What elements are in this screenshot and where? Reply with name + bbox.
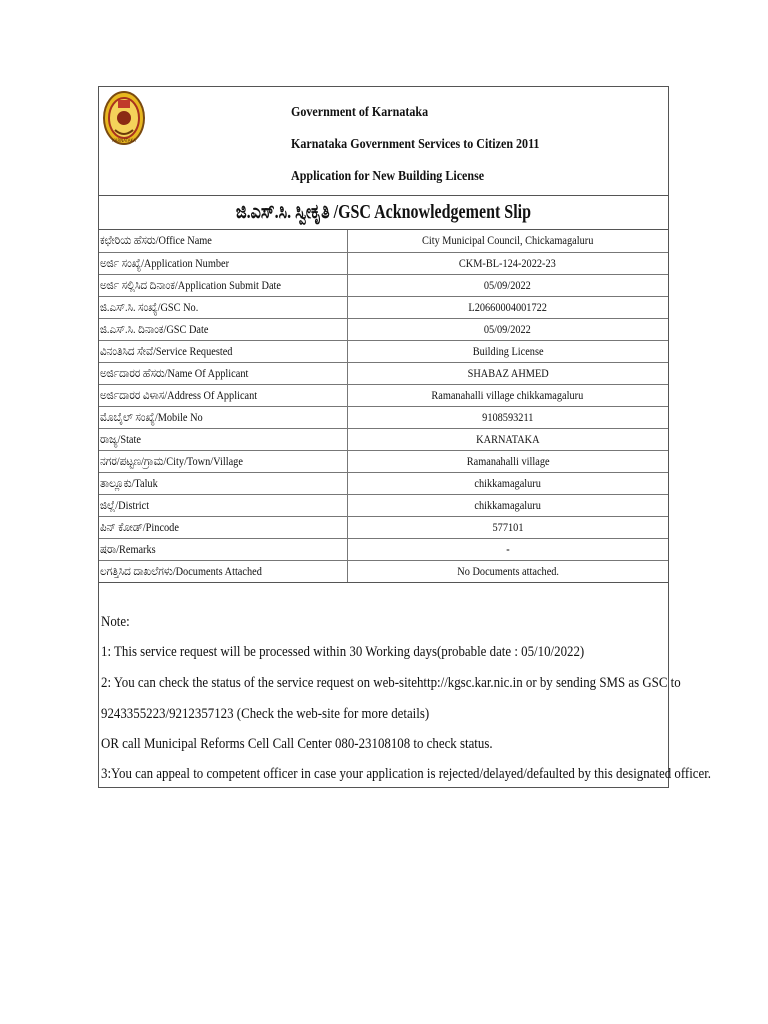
applicant-name-value: SHABAZ AHMED: [467, 365, 549, 380]
notes-heading: Note:: [101, 614, 130, 630]
acknowledgement-slip: [98, 86, 712, 788]
header-government: Government of Karnataka: [291, 105, 429, 120]
header-services-act: Karnataka Government Services to Citizen 2011: [291, 137, 540, 152]
submit-date-value: 05/09/2022: [484, 277, 532, 292]
note-sms-numbers: 9243355223/9212357123 (Check the web-site for more details): [101, 706, 430, 722]
applicant-address-value: Ramanahalli village chikkamagaluru: [431, 387, 584, 402]
note-processing-time: 1: This service request will be processed within 30 Working days(probable date : 05/10/2022): [101, 644, 585, 660]
table-row: [99, 538, 668, 560]
table-row: [99, 472, 668, 494]
applicant-address-label: ಅರ್ಜಿದಾರರ ವಿಳಾಸ/Address Of Applicant: [100, 387, 258, 402]
application-number-label: ಅರ್ಜಿ ಸಂಖ್ಯೆ/Application Number: [100, 255, 230, 270]
karnataka-emblem-icon: [102, 90, 146, 146]
document-header: [99, 87, 668, 196]
note-appeal: 3:You can appeal to competent officer in case your application is rejected/delayed/defaulted by this designated officer.: [101, 766, 712, 782]
note-status-check: 2: You can check the status of the service request on web-sitehttp://kgsc.kar.nic.in or by sending SMS as GSC to: [101, 675, 681, 691]
city-label: ನಗರ/ಪಟ್ಟಣ/ಗ್ರಾಮ/City/Town/Village: [100, 453, 243, 468]
table-row: [99, 318, 668, 340]
city-value: Ramanahalli village: [466, 453, 550, 468]
applicant-name-label: ಅರ್ಜಿದಾರರ ಹೆಸರು/Name Of Applicant: [100, 365, 249, 380]
table-row: [99, 384, 668, 406]
district-label: ಜಿಲ್ಲೆ/District: [100, 497, 150, 512]
taluk-label: ತಾಲ್ಲೂಕು/Taluk: [100, 475, 158, 490]
application-number-value: CKM-BL-124-2022-23: [459, 255, 557, 270]
gsc-date-label: ಜಿ.ಎಸ್.ಸಿ. ದಿನಾಂಕ/GSC Date: [100, 321, 209, 336]
table-row: [99, 516, 668, 538]
documents-attached-value: No Documents attached.: [456, 563, 559, 578]
mobile-number-value: 9108593211: [482, 409, 534, 424]
gsc-number-value: L20660004001722: [468, 299, 548, 314]
svg-text:KARNATAKA: KARNATAKA: [112, 138, 136, 143]
table-row: [99, 252, 668, 274]
details-table: [99, 230, 668, 583]
pincode-label: ಪಿನ್ ಕೋಡ್/Pincode: [100, 519, 179, 534]
service-requested-value: Building License: [472, 343, 544, 358]
submit-date-label: ಅರ್ಜಿ ಸಲ್ಲಿಸಿದ ದಿನಾಂಕ/Application Submit Date: [100, 277, 281, 292]
mobile-number-label: ಮೊಬೈಲ್ ಸಂಖ್ಯೆ/Mobile No: [100, 409, 203, 424]
remarks-label: ಷರಾ/Remarks: [100, 541, 156, 556]
taluk-value: chikkamagaluru: [474, 475, 541, 490]
documents-attached-label: ಲಗತ್ತಿಸಿದ ದಾಖಲೆಗಳು/Documents Attached: [100, 563, 262, 578]
pincode-value: 577101: [492, 519, 524, 534]
table-row: [99, 560, 668, 582]
office-name-value: City Municipal Council, Chickamagaluru: [422, 233, 594, 248]
table-row: [99, 450, 668, 472]
remarks-value: -: [506, 541, 510, 556]
state-value: KARNATAKA: [476, 431, 540, 446]
gsc-number-label: ಜಿ.ಎಸ್.ಸಿ. ಸಂಖ್ಯೆ/GSC No.: [100, 299, 199, 314]
table-row: [99, 274, 668, 296]
table-row: [99, 230, 668, 252]
table-row: [99, 340, 668, 362]
service-requested-label: ವಿನಂತಿಸಿದ ಸೇವೆ/Service Requested: [100, 343, 233, 358]
table-row: [99, 296, 668, 318]
note-call-center: OR call Municipal Reforms Cell Call Center 080-23108108 to check status.: [101, 736, 493, 752]
office-name-label: ಕಛೇರಿಯ ಹೆಸರು/Office Name: [100, 233, 212, 248]
table-row: [99, 494, 668, 516]
table-row: [99, 428, 668, 450]
slip-title: ಜಿ.ಎಸ್.ಸಿ. ಸ್ವೀಕೃತಿ /GSC Acknowledgement Slip: [99, 196, 668, 230]
state-label: ರಾಜ್ಯ/State: [100, 431, 141, 446]
district-value: chikkamagaluru: [474, 497, 541, 512]
gsc-date-value: 05/09/2022: [484, 321, 532, 336]
table-row: [99, 362, 668, 384]
table-row: [99, 406, 668, 428]
header-application-type: Application for New Building License: [291, 169, 485, 184]
